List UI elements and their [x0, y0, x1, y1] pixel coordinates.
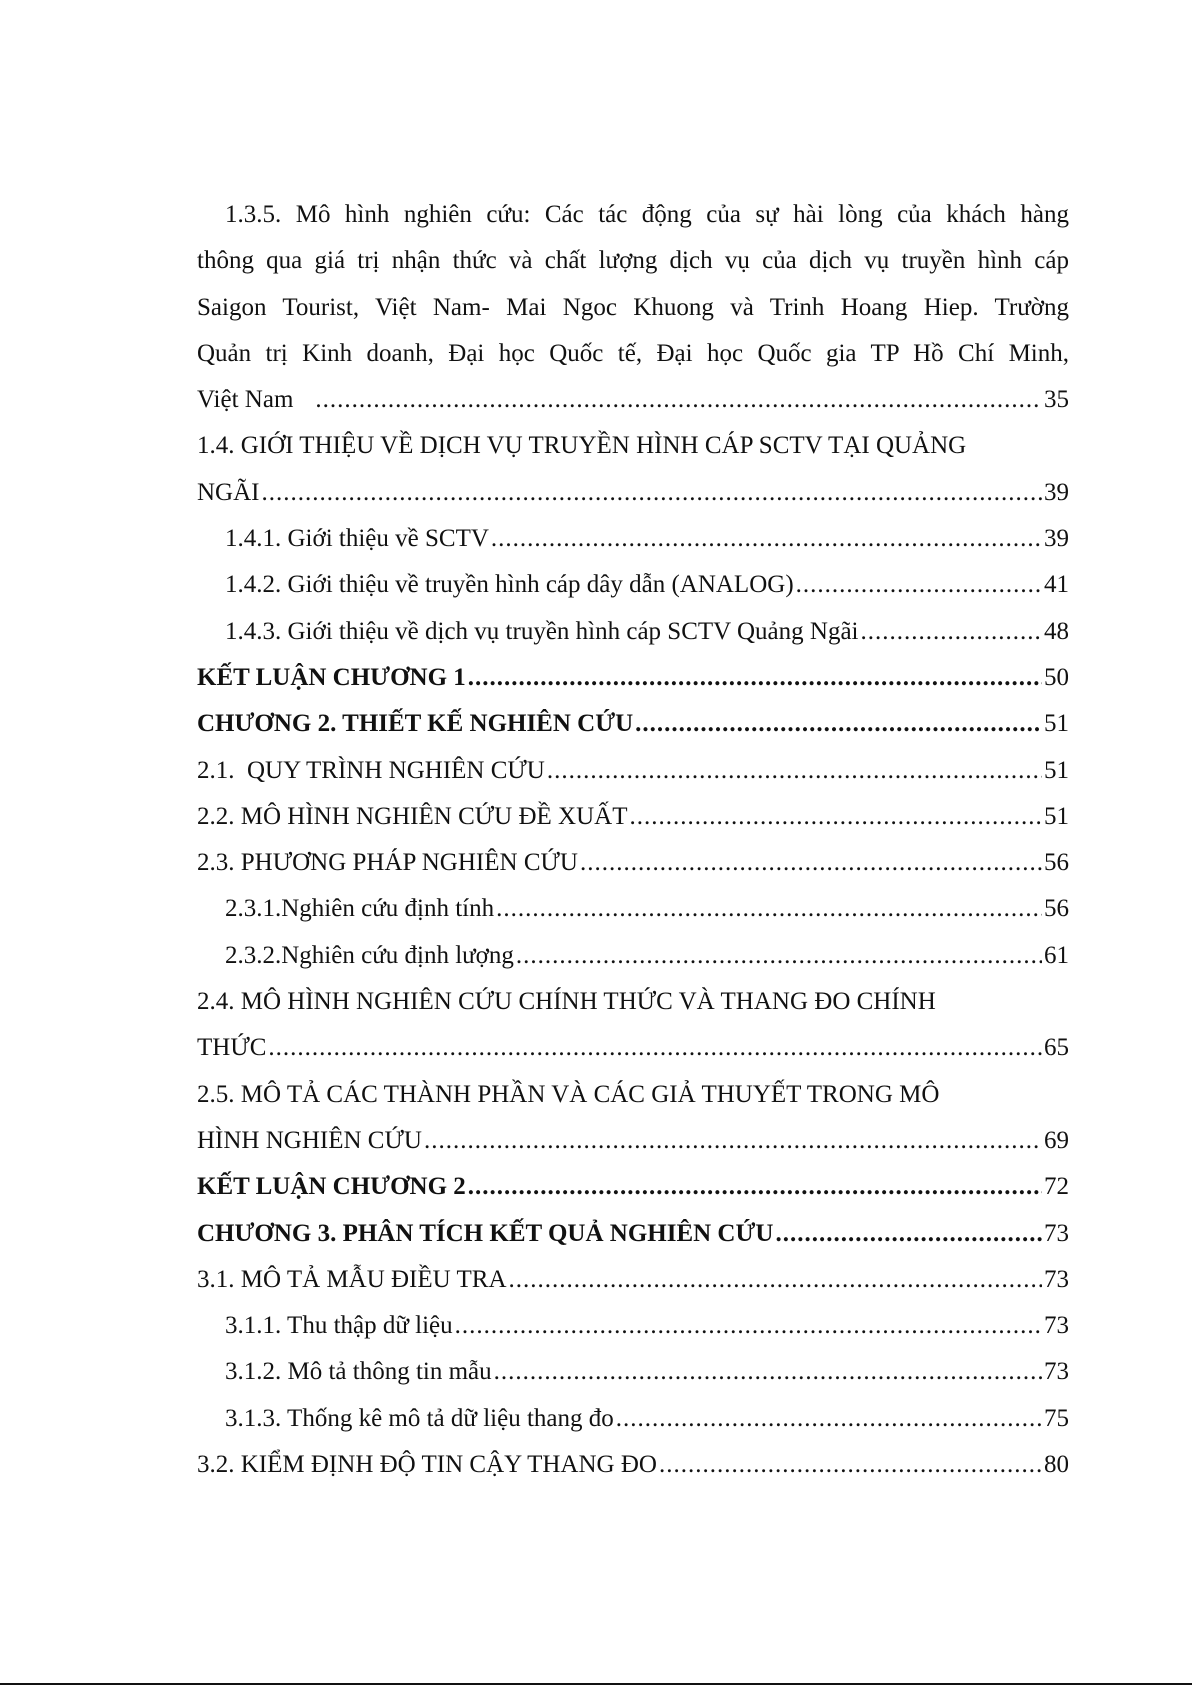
- dot-leader: [262, 470, 1043, 516]
- toc-entry-2-3[interactable]: [197, 840, 1069, 886]
- toc-entry-text-line: 1.3.5. Mô hình nghiên cứu: Các tác động của sự hài lòng của khách hàng: [225, 201, 1069, 228]
- dot-leader: [861, 609, 1043, 655]
- dot-leader: [580, 840, 1042, 886]
- toc-entry-title: 2.3.1.Nghiên cứu định tính: [225, 895, 495, 923]
- toc-entry-title: 3.2. KIỂM ĐỊNH ĐỘ TIN CẬY THANG ĐO: [197, 1451, 657, 1479]
- toc-entry-title: HÌNH NGHIÊN CỨU: [197, 1126, 422, 1154]
- toc-entry-title: KẾT LUẬN CHƯƠNG 1: [197, 663, 466, 691]
- toc-entry-chapter-3[interactable]: [197, 1211, 1069, 1257]
- dot-leader: [629, 794, 1042, 840]
- toc-entry-1-4-3[interactable]: [197, 609, 1069, 655]
- toc-entry-2-4[interactable]: [197, 979, 1069, 1072]
- dot-leader: [496, 886, 1042, 932]
- toc-page-number: 72: [1044, 1173, 1069, 1201]
- dot-leader: [468, 1164, 1042, 1210]
- toc-entry-text-line: thông qua giá trị nhận thức và chất lượng dịch vụ của dịch vụ truyền hình cáp: [197, 247, 1069, 275]
- toc-page-number: 39: [1044, 525, 1069, 553]
- dot-leader: [509, 1257, 1043, 1303]
- toc-entry-2-2[interactable]: [197, 794, 1069, 840]
- toc-page-number: 51: [1044, 802, 1069, 830]
- toc-entry-2-3-1[interactable]: [197, 886, 1069, 932]
- toc-page-number: 73: [1044, 1312, 1069, 1340]
- toc-entry-3-1-2[interactable]: [197, 1349, 1069, 1395]
- toc-page-number: 69: [1044, 1126, 1069, 1154]
- toc-page-number: 35: [1044, 386, 1069, 414]
- toc-entry-title: 2.3. PHƯƠNG PHÁP NGHIÊN CỨU: [197, 849, 578, 877]
- dot-leader: [796, 562, 1042, 608]
- toc-entry-3-1[interactable]: [197, 1257, 1069, 1303]
- dot-leader: [659, 1442, 1042, 1488]
- toc-entry-2-1[interactable]: [197, 748, 1069, 794]
- dot-leader: [616, 1396, 1042, 1442]
- toc-entry-title: CHƯƠNG 3. PHÂN TÍCH KẾT QUẢ NGHIÊN CỨU: [197, 1219, 774, 1247]
- toc-page-number: 73: [1044, 1358, 1069, 1386]
- dot-leader: [424, 1118, 1042, 1164]
- toc-page-number: 41: [1044, 571, 1069, 599]
- toc-entry-3-1-3[interactable]: [197, 1396, 1069, 1442]
- toc-entry-1-4-1[interactable]: [197, 516, 1069, 562]
- toc-entry-title: 3.1.2. Mô tả thông tin mẫu: [225, 1358, 492, 1386]
- toc-page-number: 73: [1044, 1265, 1069, 1293]
- toc-entry-title: 3.1. MÔ TẢ MẪU ĐIỀU TRA: [197, 1265, 507, 1293]
- toc-page-number: 50: [1044, 663, 1069, 691]
- toc-page-number: 65: [1044, 1034, 1069, 1062]
- dot-leader: [494, 1349, 1042, 1395]
- toc-entry-title: THỨC: [197, 1034, 267, 1062]
- toc-entry-title: 1.4.1. Giới thiệu về SCTV: [225, 525, 489, 553]
- toc-entry-text-line: 2.4. MÔ HÌNH NGHIÊN CỨU CHÍNH THỨC VÀ THANG ĐO CHÍNH: [197, 988, 936, 1016]
- dot-leader: [315, 377, 1042, 423]
- toc-entry-leader-line: [197, 377, 1069, 423]
- toc-page-number: 56: [1044, 895, 1069, 923]
- table-of-contents: [197, 192, 1069, 1488]
- toc-entry-title: 2.2. MÔ HÌNH NGHIÊN CỨU ĐỀ XUẤT: [197, 802, 628, 830]
- toc-entry-2-5[interactable]: [197, 1072, 1069, 1165]
- toc-entry-leader-line: [197, 470, 1069, 516]
- toc-entry-chapter-2[interactable]: [197, 701, 1069, 747]
- toc-entry-1-4[interactable]: [197, 423, 1069, 516]
- dot-leader: [455, 1303, 1042, 1349]
- toc-page-number: 75: [1044, 1404, 1069, 1432]
- toc-entry-title: 1.4.3. Giới thiệu về dịch vụ truyền hình cáp SCTV Quảng Ngãi: [225, 617, 859, 645]
- toc-page-number: 73: [1044, 1219, 1069, 1247]
- dot-leader: [491, 516, 1042, 562]
- toc-entry-text-line: Quản trị Kinh doanh, Đại học Quốc tế, Đại học Quốc gia TP Hồ Chí Minh,: [197, 339, 1069, 367]
- toc-entry-1-4-2[interactable]: [197, 562, 1069, 608]
- toc-entry-3-1-1[interactable]: [197, 1303, 1069, 1349]
- toc-entry-text-line: 2.5. MÔ TẢ CÁC THÀNH PHẦN VÀ CÁC GIẢ THUYẾT TRONG MÔ: [197, 1080, 940, 1108]
- toc-entry-title: Việt Nam: [197, 386, 294, 414]
- dot-leader: [468, 655, 1042, 701]
- toc-entry-title: 1.4.2. Giới thiệu về truyền hình cáp dây dẫn (ANALOG): [225, 571, 794, 599]
- toc-entry-chapter-2-conclusion[interactable]: [197, 1164, 1069, 1210]
- dot-leader: [547, 748, 1042, 794]
- toc-page-number: 48: [1044, 617, 1069, 645]
- toc-entry-title: KẾT LUẬN CHƯƠNG 2: [197, 1173, 466, 1201]
- toc-entry-text-line: 1.4. GIỚI THIỆU VỀ DỊCH VỤ TRUYỀN HÌNH CÁP SCTV TẠI QUẢNG: [197, 432, 967, 460]
- toc-entry-leader-line: [197, 1118, 1069, 1164]
- toc-entry-title: NGÃI: [197, 478, 260, 506]
- toc-entry-title: 2.1. QUY TRÌNH NGHIÊN CỨU: [197, 756, 545, 784]
- toc-entry-3-2[interactable]: [197, 1442, 1069, 1488]
- toc-page-number: 61: [1044, 941, 1069, 969]
- toc-entry-title: 3.1.3. Thống kê mô tả dữ liệu thang đo: [225, 1404, 614, 1432]
- dot-leader: [775, 1211, 1042, 1257]
- toc-entry-title: CHƯƠNG 2. THIẾT KẾ NGHIÊN CỨU: [197, 710, 634, 738]
- toc-page-number: 80: [1044, 1451, 1069, 1479]
- toc-entry-2-3-2[interactable]: [197, 933, 1069, 979]
- dot-leader: [635, 701, 1042, 747]
- toc-page-number: 51: [1044, 756, 1069, 784]
- toc-entry-leader-line: [197, 1025, 1069, 1071]
- toc-entry-chapter-1-conclusion[interactable]: [197, 655, 1069, 701]
- toc-page-number: 51: [1044, 710, 1069, 738]
- toc-entry-title: 3.1.1. Thu thập dữ liệu: [225, 1312, 453, 1340]
- toc-entry-text-line: Saigon Tourist, Việt Nam- Mai Ngoc Khuong và Trinh Hoang Hiep. Trường: [197, 293, 1069, 321]
- toc-entry-1-3-5[interactable]: [197, 192, 1069, 423]
- toc-page-number: 39: [1044, 478, 1069, 506]
- dot-leader: [516, 933, 1042, 979]
- toc-entry-title: 2.3.2.Nghiên cứu định lượng: [225, 941, 514, 969]
- toc-page-number: 56: [1044, 849, 1069, 877]
- dot-leader: [268, 1025, 1042, 1071]
